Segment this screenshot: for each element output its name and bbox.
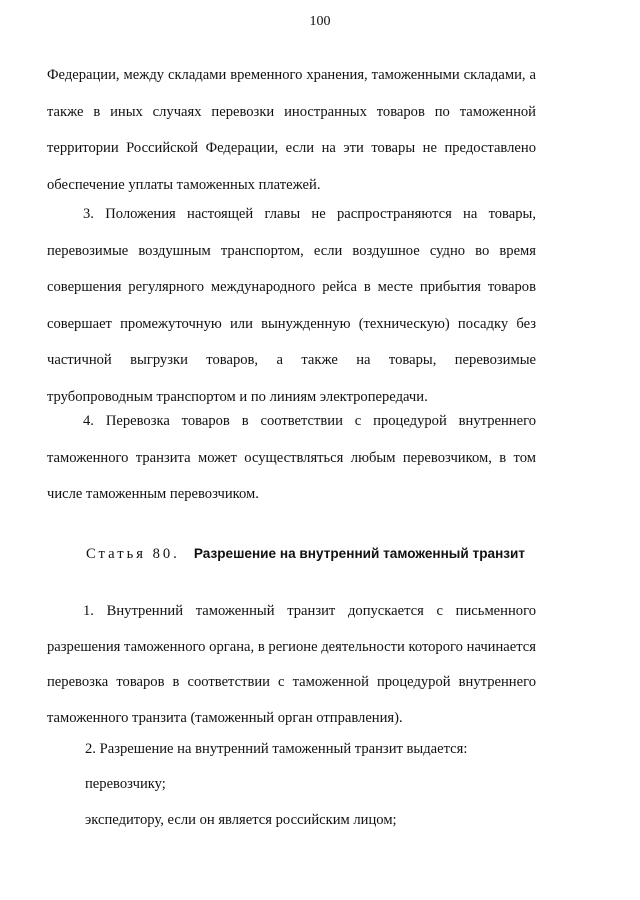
article-paragraph-item-2-intro: 2. Разрешение на внутренний таможенный транзит выдается: — [85, 741, 468, 757]
list-item-forwarder: экспедитору, если он является российским лицом; — [85, 812, 397, 828]
article-heading — [86, 546, 525, 563]
paragraph-item-3: 3. Положения настоящей главы не распространяются на товары, перевозимые воздушным транспортом, если воздушное судно во время совершения регулярного международного рейса в месте прибытия товаров совершает промежуточную или вынужденную (техническую) посадку без частичной выгрузки товаров, а также на товары, перевозимые трубопроводным транспортом и по линиям электропередачи. — [47, 206, 536, 405]
paragraph-item-4: 4. Перевозка товаров в соответствии с процедурой внутреннего таможенного транзита может осуществляться любым перевозчиком, в том числе таможенным перевозчиком. — [47, 413, 536, 502]
page-number: 100 — [309, 14, 331, 29]
paragraph-continuation: Федерации, между складами временного хранения, таможенными складами, а также в иных случаях перевозки иностранных товаров по таможенной территории Российской Федерации, если на эти товары не предоставлено обеспечение уплаты таможенных платежей. — [47, 67, 536, 193]
article-paragraph-item-1: 1. Внутренний таможенный транзит допускается с письменного разрешения таможенного органа, в регионе деятельности которого начинается перевозка товаров в соответствии с таможенной процедурой внутреннего таможенного транзита (таможенный орган отправления). — [47, 603, 536, 726]
article-label: Статья 80. — [86, 546, 180, 562]
list-item-carrier: перевозчику; — [85, 776, 166, 792]
article-title: Разрешение на внутренний таможенный транзит — [193, 546, 526, 561]
